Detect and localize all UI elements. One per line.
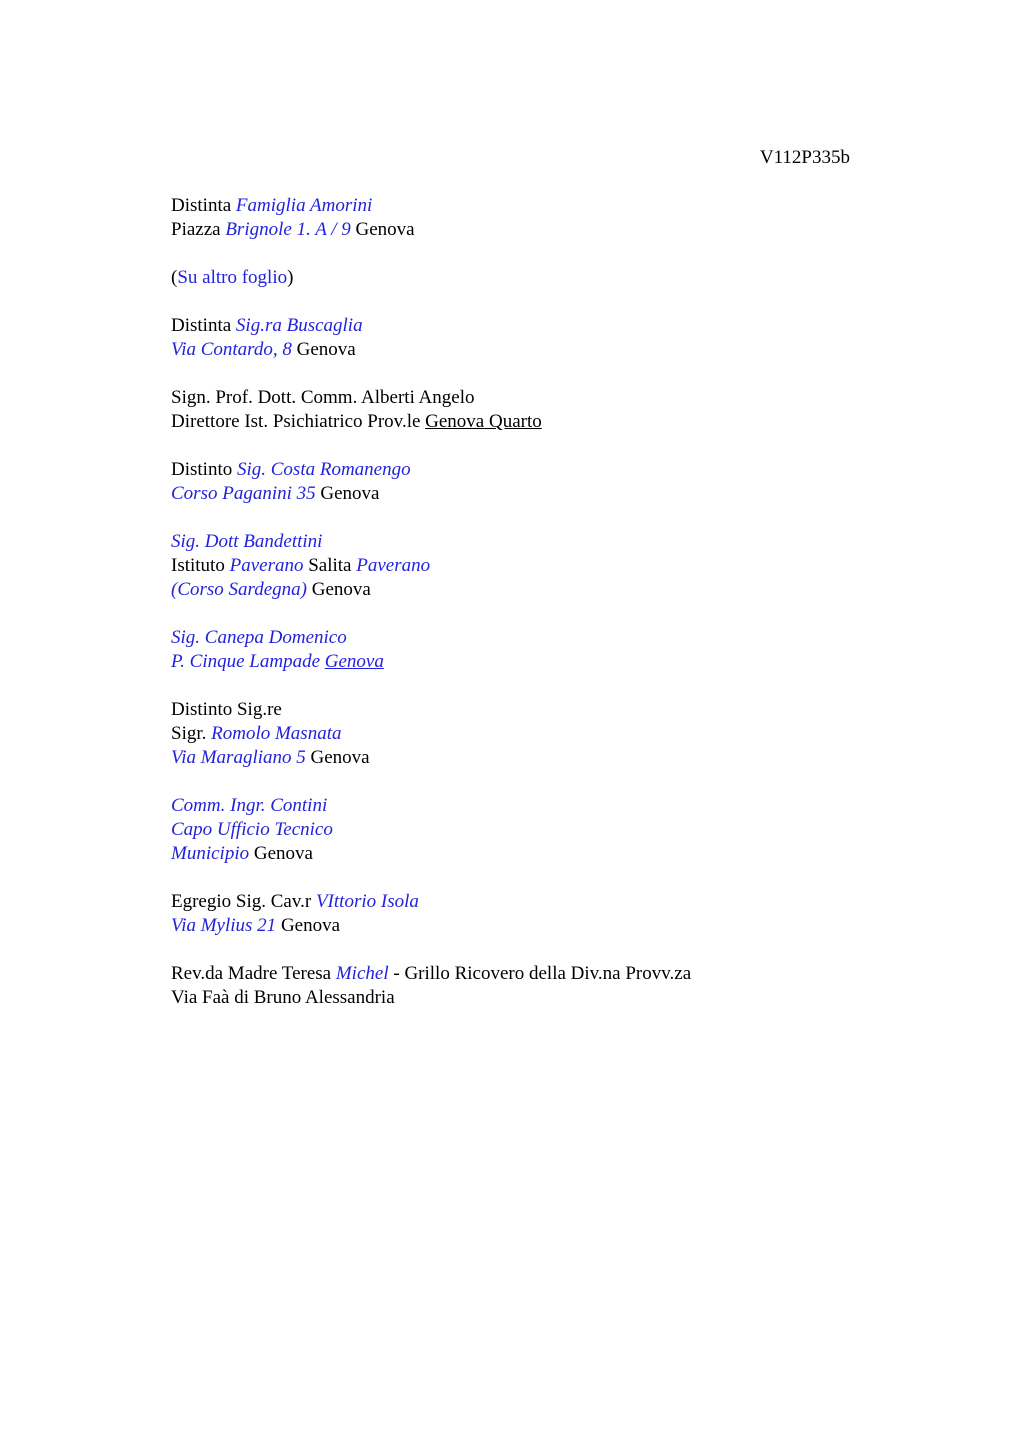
text-segment: Genova <box>350 219 415 240</box>
text-segment: Genova <box>291 339 356 360</box>
text-segment: - Grillo Ricovero della Div.na Provv.za <box>388 963 692 984</box>
address-line <box>171 410 891 434</box>
text-segment: ( <box>171 267 178 288</box>
text-segment: Genova <box>276 915 341 936</box>
address-line <box>171 650 891 674</box>
address-line <box>171 338 891 362</box>
text-segment: Direttore Ist. Psichiatrico Prov.le <box>171 411 426 432</box>
text-segment: Istituto <box>171 555 230 576</box>
text-segment: Sigr. <box>171 723 212 744</box>
address-block <box>171 962 891 1010</box>
text-segment: Distinta <box>171 195 236 216</box>
text-segment: Distinta <box>171 315 236 336</box>
text-segment: ) <box>287 267 294 288</box>
address-line <box>171 986 891 1010</box>
address-line <box>171 746 891 770</box>
text-segment: Genova <box>315 483 380 504</box>
address-block <box>171 890 891 938</box>
highlighted-text: Famiglia Amorini <box>235 195 373 216</box>
address-block <box>171 266 891 290</box>
address-block <box>171 386 891 434</box>
address-line <box>171 842 891 866</box>
text-segment: Genova <box>307 579 371 600</box>
highlighted-text: Michel <box>335 963 389 984</box>
highlighted-text: Via Mylius 21 <box>171 915 277 936</box>
address-line <box>171 482 891 506</box>
address-line <box>171 914 891 938</box>
address-list <box>171 194 891 1034</box>
address-block <box>171 794 891 866</box>
address-line <box>171 218 891 242</box>
highlighted-text: Sig. Dott Bandettini <box>171 531 323 552</box>
highlighted-text: Paverano <box>229 555 304 576</box>
highlighted-text: Corso Paganini 35 <box>171 483 316 504</box>
highlighted-text: Romolo Masnata <box>211 723 342 744</box>
highlighted-text: Paverano <box>356 555 431 576</box>
address-line <box>171 962 891 986</box>
address-block <box>171 314 891 362</box>
address-line <box>171 818 891 842</box>
address-line <box>171 698 891 722</box>
address-line <box>171 314 891 338</box>
address-line <box>171 194 891 218</box>
highlighted-text: Via Contardo, 8 <box>171 339 292 360</box>
highlighted-text: (Corso Sardegna) <box>171 579 307 600</box>
text-segment: Rev.da Madre Teresa <box>171 963 336 984</box>
address-block <box>171 530 891 602</box>
text-segment: Genova <box>305 747 370 768</box>
text-segment: Sign. Prof. Dott. Comm. Alberti Angelo <box>171 387 475 408</box>
address-block <box>171 626 891 674</box>
highlighted-text: Sig. Costa Romanengo <box>236 459 411 480</box>
address-line <box>171 626 891 650</box>
address-line <box>171 458 891 482</box>
highlighted-text: Comm. Ingr. Contini <box>171 795 328 816</box>
highlighted-text: Municipio <box>171 843 250 864</box>
text-segment: Distinto <box>171 459 237 480</box>
highlighted-text: VIttorio Isola <box>315 891 419 912</box>
highlighted-text: Brignole 1. A / 9 <box>225 219 351 240</box>
text-segment: Genova <box>425 411 485 432</box>
address-line <box>171 794 891 818</box>
address-block <box>171 458 891 506</box>
highlighted-text: Via Maragliano 5 <box>171 747 306 768</box>
highlighted-text: Genova <box>324 651 384 672</box>
text-segment: Distinto Sig.re <box>171 699 282 720</box>
address-line <box>171 554 891 578</box>
text-segment: Egregio Sig. Cav.r <box>171 891 316 912</box>
text-segment: Genova <box>249 843 313 864</box>
text-segment: Piazza <box>171 219 226 240</box>
address-line <box>171 386 891 410</box>
highlighted-text: Capo Ufficio Tecnico <box>171 819 333 840</box>
address-line <box>171 578 891 602</box>
address-block <box>171 698 891 770</box>
highlighted-text: Sig.ra Buscaglia <box>235 315 363 336</box>
highlighted-text: Sig. Canepa Domenico <box>171 627 347 648</box>
address-line <box>171 722 891 746</box>
highlighted-text: P. Cinque Lampade <box>171 651 325 672</box>
text-segment: Via Faà di Bruno Alessandria <box>171 987 395 1008</box>
address-block <box>171 194 891 242</box>
document-id: V112P335b <box>759 147 850 168</box>
address-line <box>171 530 891 554</box>
text-segment: Salita <box>303 555 357 576</box>
address-line <box>171 266 891 290</box>
highlighted-text: Su altro foglio <box>177 267 288 288</box>
text-segment: Quarto <box>484 411 542 432</box>
address-line <box>171 890 891 914</box>
